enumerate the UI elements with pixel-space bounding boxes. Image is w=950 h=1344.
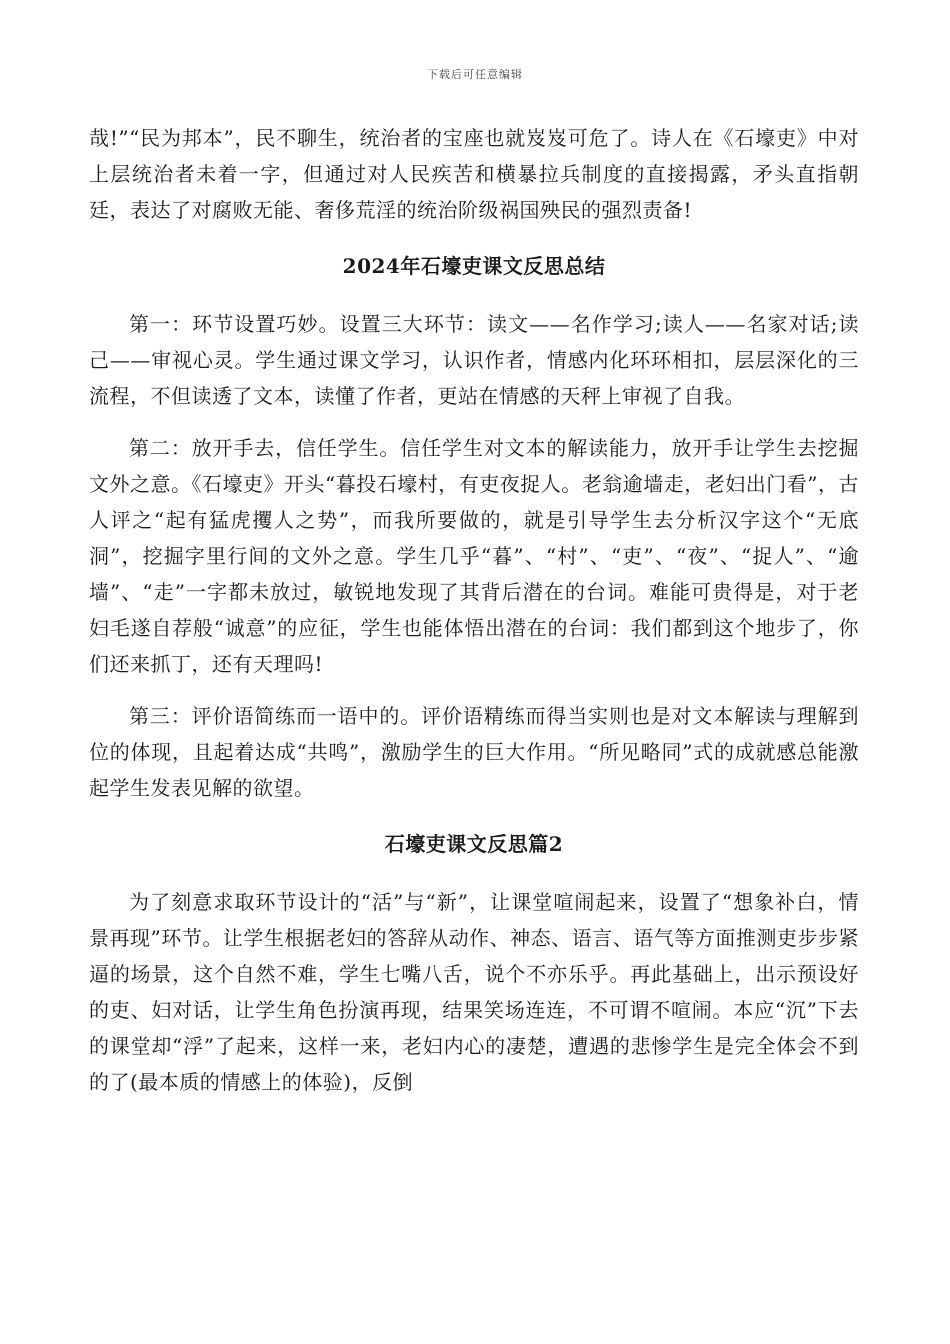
section-heading-summary: 2024年石壕吏课文反思总结 [342,254,606,278]
section-heading-part-2: 石壕吏课文反思篇2 [384,832,564,856]
page-header-note: 下载后可任意编辑 [427,68,523,81]
paragraph-second-point: 第二：放开手去，信任学生。信任学生对文本的解读能力，放开手让学生去挖掘文外之意。《石壕吏》开头“暮投石壕村，有吏夜捉人。老翁逾墙走，老妇出门看”，古人评之“起有猛虎攫人之势”，而我所要做的，就是引导学生去分析汉字这个“无底洞”，挖掘字里行间的文外之意。学生几乎“暮”、“村”、“吏”、“夜”、“捉人”、“逾墙”、“走”一字都未放过，敏锐地发现了其背后潜在的台词。难能可贵得是，对于老妇毛遂自荐般“诚意”的应征，学生也能体悟出潜在的台词：我们都到这个地步了，你们还来抓丁，还有天理吗! [89,436,859,676]
paragraph-part-2: 为了刻意求取环节设计的“活”与“新”，让课堂喧闹起来，设置了“想象补白，情景再现”环节。让学生根据老妇的答辞从动作、神态、语言、语气等方面推测吏步步紧逼的场景，这个自然不难，学生七嘴八舌，说个不亦乐乎。再此基础上，出示预设好的吏、妇对话，让学生角色扮演再现，结果笑场连连，不可谓不喧闹。本应“沉”下去的课堂却“浮”了起来，这样一来，老妇内心的凄楚，遭遇的悲惨学生是完全体会不到的了(最本质的情感上的体验)，反倒 [89,890,859,1094]
paragraph-continuation: 哉!”“民为邦本”，民不聊生，统治者的宝座也就岌岌可危了。诗人在《石壕吏》中对上层统治者未着一字，但通过对人民疾苦和横暴拉兵制度的直接揭露，矛头直指朝廷，表达了对腐败无能、奢侈荒淫的统治阶级祸国殃民的强烈责备! [89,126,859,222]
document-body [89,120,859,1116]
paragraph-third-point: 第三：评价语简练而一语中的。评价语精练而得当实则也是对文本解读与理解到位的体现，且起着达成“共鸣”，激励学生的巨大作用。“所见略同”式的成就感总能激起学生发表见解的欲望。 [89,704,859,800]
paragraph-first-point: 第一：环节设置巧妙。设置三大环节：读文——名作学习;读人——名家对话;读己——审视心灵。学生通过课文学习，认识作者，情感内化环环相扣，层层深化的三流程，不但读透了文本，读懂了作者，更站在情感的天秤上审视了自我。 [89,312,859,408]
